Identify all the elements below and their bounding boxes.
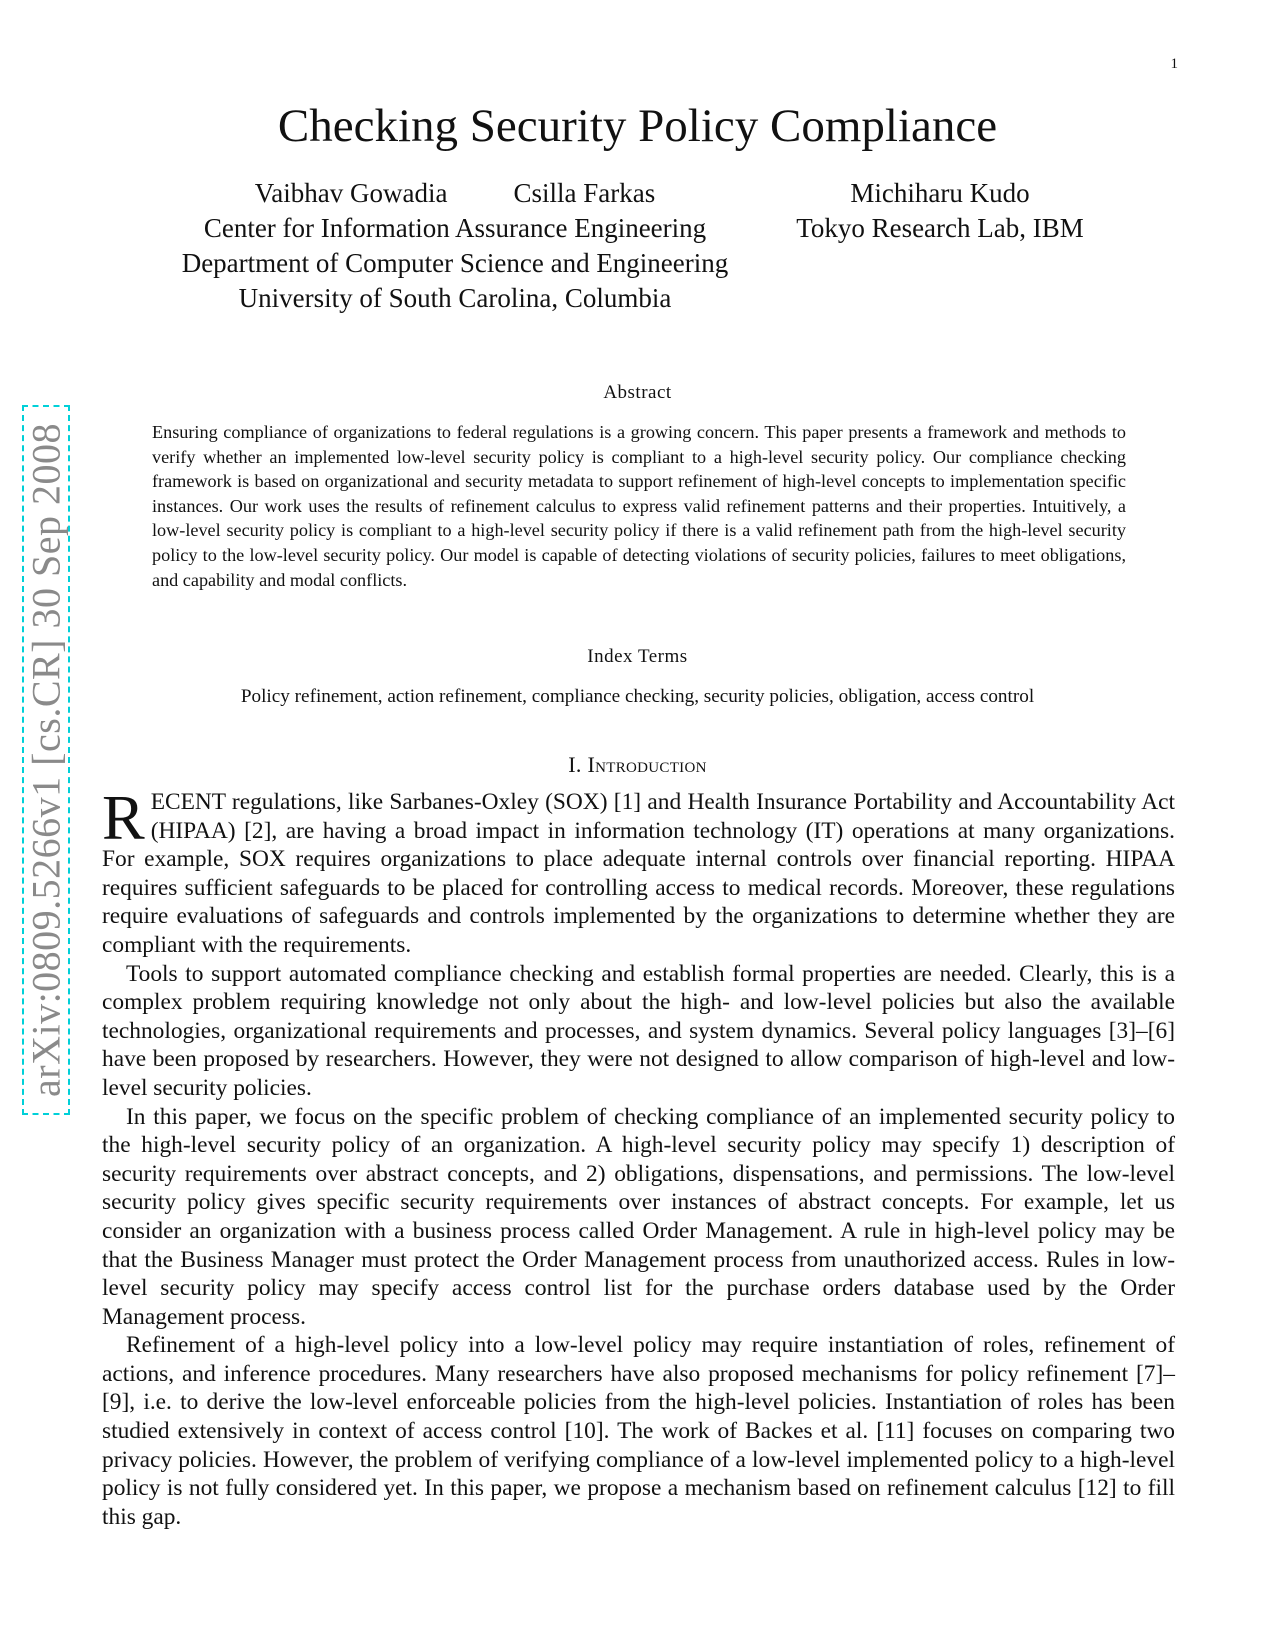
affiliation-line: University of South Carolina, Columbia: [238, 283, 672, 313]
paragraph: Tools to support automated compliance checking and establish formal properties are needed. Clearly, this is a complex problem requiring knowledge not only about the high- and low-level policies but also the available technologies, organizational requirements and processes, and system dynamics. Several policy languages [3]–[6] have been proposed by researchers. However, they were not designed to allow comparison of high-level and low-level security policies.: [102, 960, 1175, 1101]
paragraph: In this paper, we focus on the specific problem of checking compliance of an implemented security policy to the high-level security policy of an organization. A high-level security policy may specify 1) description of security requirements over abstract concepts, and 2) obligations, dispensations, and permissions. The low-level security policy gives specific security requirements over instances of abstract concepts. For example, let us consider an organization with a business process called Order Management. A rule in high-level policy may be that the Business Manager must protect the Order Management process from unauthorized access. Rules in low-level security policy may specify access control list for the purchase orders database used by the Order Management process.: [102, 1103, 1175, 1330]
arxiv-identifier-text: arXiv:0809.5266v1 [cs.CR] 30 Sep 2008: [23, 422, 69, 1098]
paper-title: Checking Security Policy Compliance: [277, 100, 998, 152]
abstract-text: Ensuring compliance of organizations to federal regulations is a growing concern. This paper presents a framework and methods to verify whether an implemented low-level security policy is compliant to a high-level security policy. Our compliance checking framework is based on organizational and security metadata to support refinement of high-level concepts to implementation specific instances. Our work uses the results of refinement calculus to express valid refinement patterns and their properties. Intuitively, a low-level security policy is compliant to a high-level security policy if there is a valid refinement path from the high-level security policy to the low-level security policy. Our model is capable of detecting violations of security policies, failures to meet obligations, and capability and modal conflicts.: [152, 422, 1126, 590]
paragraph-text: ECENT regulations, like Sarbanes-Oxley (SOX) [1] and Health Insurance Portability and Accountability Act (HIPAA) [2], are having a broad impact in information technology (IT) operations at many organizations. For example, SOX requires organizations to place adequate internal controls over financial reporting. HIPAA requires sufficient safeguards to be placed for controlling access to medical records. Moreover, these regulations require evaluations of safeguards and controls implemented by the organizations to determine whether they are compliant with the requirements.: [102, 789, 1175, 958]
abstract-heading: Abstract: [603, 382, 672, 403]
author-name: Vaibhav Gowadia: [254, 178, 448, 208]
paragraph: Refinement of a high-level policy into a low-level policy may require instantiation of roles, refinement of actions, and inference procedures. Many researchers have also proposed mechanisms for policy refinement [7]–[9], i.e. to derive the low-level enforceable policies from the high-level policies. Instantiation of roles has been studied extensively in context of access control [10]. The work of Backes et al. [11] focuses on comparing two privacy policies. However, the problem of verifying compliance of a low-level implemented policy to a high-level policy is not fully considered yet. In this paper, we propose a mechanism based on refinement calculus [12] to fill this gap.: [102, 1332, 1175, 1530]
affiliation-line: Department of Computer Science and Engineering: [181, 248, 729, 278]
paragraph: [102, 782, 1175, 960]
drop-cap: R: [102, 782, 145, 853]
affiliation-line: Tokyo Research Lab, IBM: [796, 213, 1084, 243]
section-heading-introduction: [0, 752, 1275, 778]
author-name: Csilla Farkas: [513, 178, 656, 208]
page-number: 1: [1170, 56, 1178, 72]
index-terms-heading: Index Terms: [587, 646, 688, 667]
author-group-ibm: [770, 176, 1110, 246]
affiliation-line: Center for Information Assurance Engineering: [203, 213, 707, 243]
index-terms-text: Policy refinement, action refinement, compliance checking, security policies, obligation, access control: [240, 686, 1035, 707]
author-names-usc: [150, 176, 760, 211]
introduction-body: [102, 782, 1175, 1531]
author-group-usc: [150, 176, 760, 316]
author-name: Michiharu Kudo: [850, 178, 1030, 208]
section-number: I.: [568, 752, 582, 777]
section-title: Introduction: [587, 752, 707, 777]
